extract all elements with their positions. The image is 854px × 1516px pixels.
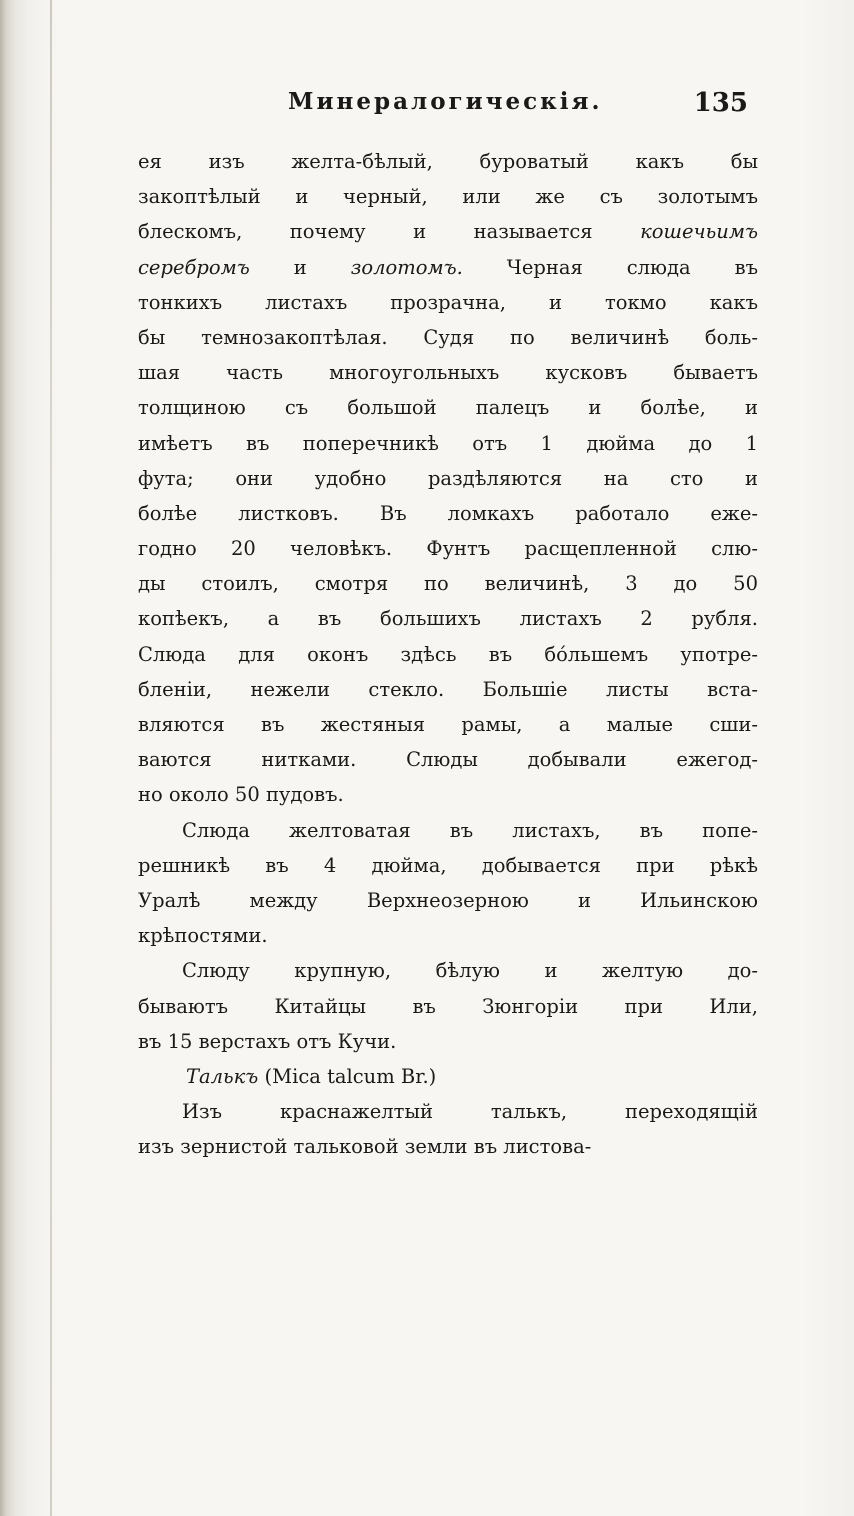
text-line — [138, 531, 758, 566]
text-run: Слюда желтоватая въ листахъ, въ попе- — [182, 818, 758, 842]
text-line — [138, 989, 758, 1024]
text-line — [138, 777, 758, 812]
text-line — [138, 390, 758, 425]
text-line — [138, 566, 758, 601]
text-run: Черная слюда въ — [462, 255, 758, 279]
text-run: блескомъ, почему и называется — [138, 220, 641, 244]
text-run: Уралѣ между Верхнеозерною и Ильинскою — [138, 888, 758, 912]
italic-term: кошечьимъ — [640, 220, 758, 244]
italic-term: золотомъ. — [350, 255, 463, 279]
text-line — [138, 1059, 758, 1094]
text-line — [138, 1024, 758, 1059]
text-line — [138, 179, 758, 214]
text-line — [138, 250, 758, 285]
text-line — [138, 1094, 758, 1129]
text-run: имѣетъ въ поперечникѣ отъ 1 дюйма до 1 — [138, 431, 758, 455]
page-number: 135 — [693, 88, 748, 118]
running-title: Минералогическія. — [288, 88, 603, 115]
text-line — [138, 144, 758, 179]
text-run: но около 50 пудовъ. — [138, 783, 344, 807]
text-run: въ 15 верстахъ отъ Кучи. — [138, 1029, 397, 1053]
text-run: тонкихъ листахъ прозрачна, и токмо какъ — [138, 290, 758, 314]
body-text — [138, 144, 758, 1164]
paragraph — [138, 144, 758, 813]
text-line — [138, 355, 758, 390]
text-run: изъ зернистой тальковой земли въ листова- — [138, 1135, 592, 1159]
text-run: Слюда для оконъ здѣсь въ бо́льшемъ употре- — [138, 642, 758, 666]
text-run: решникѣ въ 4 дюйма, добывается при рѣкѣ — [138, 853, 758, 877]
text-line — [138, 601, 758, 636]
text-run: вляются въ жестяныя рамы, а малые сши- — [138, 713, 758, 736]
text-run: бленіи, нежели стекло. Большіе листы вста- — [138, 677, 758, 701]
text-line — [138, 285, 758, 320]
page-fold-line — [50, 0, 52, 1516]
text-run: и — [249, 255, 351, 279]
text-run: ваются нитками. Слюды добывали ежегод- — [138, 748, 758, 772]
text-run: шая часть многоугольныхъ кусковъ бываетъ — [138, 361, 758, 385]
text-line — [138, 813, 758, 848]
paragraph — [138, 1094, 758, 1164]
section-heading — [138, 1059, 758, 1094]
text-run: копѣекъ, а въ большихъ листахъ 2 рубля. — [138, 607, 758, 631]
text-line — [138, 496, 758, 531]
text-line — [138, 461, 758, 496]
text-line — [138, 1129, 758, 1164]
text-run: бываютъ Китайцы въ Зюнгоріи при Или, — [138, 994, 758, 1018]
text-run: толщиною съ большой палецъ и болѣе, и — [138, 396, 758, 420]
text-run: закоптѣлый и черный, или же съ золотымъ — [138, 185, 758, 209]
text-line — [138, 214, 758, 249]
binding-shadow — [0, 0, 28, 1516]
text-line — [138, 848, 758, 883]
text-run: ея изъ желта-бѣлый, буроватый какъ бы — [138, 150, 758, 173]
text-line — [138, 637, 758, 672]
text-run: бы темнозакоптѣлая. Судя по величинѣ боль- — [138, 325, 758, 349]
page-header — [288, 88, 748, 124]
paragraph — [138, 953, 758, 1059]
text-line — [138, 320, 758, 355]
text-line — [138, 426, 758, 461]
text-line — [138, 918, 758, 953]
text-line — [138, 883, 758, 918]
text-run: (Mica talcum Br.) — [258, 1064, 437, 1088]
text-run: годно 20 человѣкъ. Фунтъ расщепленной слю- — [138, 537, 758, 561]
text-line — [138, 742, 758, 777]
text-line — [138, 672, 758, 707]
italic-term: Талькъ — [186, 1064, 259, 1088]
text-run: крѣпостями. — [138, 924, 268, 948]
text-run: болѣе листковъ. Въ ломкахъ работало еже- — [138, 501, 758, 525]
text-run: Слюду крупную, бѣлую и желтую до- — [182, 959, 758, 983]
text-line — [138, 953, 758, 988]
text-run: Изъ краснажелтый талькъ, переходящій — [182, 1100, 758, 1124]
text-line — [138, 707, 758, 742]
italic-term: серебромъ — [138, 255, 250, 279]
text-run: фута; они удобно раздѣляются на сто и — [138, 466, 758, 490]
text-run: ды стоилъ, смотря по величинѣ, 3 до 50 — [138, 572, 758, 596]
paragraph — [138, 813, 758, 954]
